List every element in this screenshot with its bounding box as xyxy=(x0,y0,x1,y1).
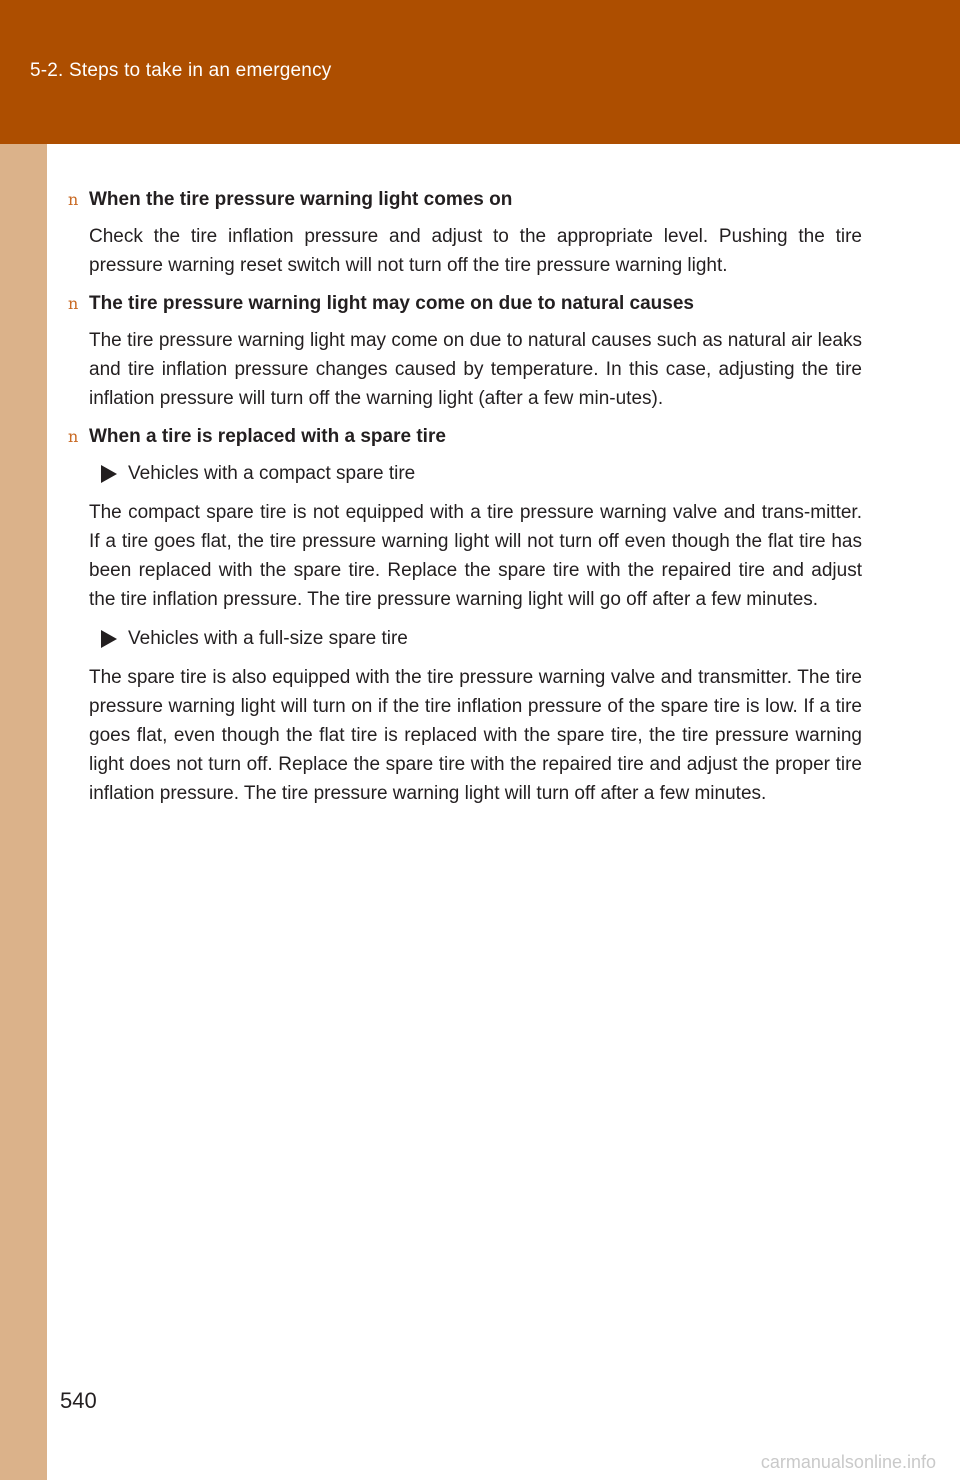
variant-label: Vehicles with a compact spare tire xyxy=(128,463,416,484)
bullet-icon: n xyxy=(68,294,79,313)
item-heading xyxy=(68,186,862,214)
paragraph: The spare tire is also equipped with the tire pressure warning valve and transmitter. The tire pressure warning light will turn on if the tire inflation pressure of the spare tire is low. If a tire goes flat, even though the flat tire is replaced with the spare tire, the tire pressure warning light does not turn off. Replace the spare tire with the repaired tire and adjust the proper tire inflation pressure. The tire pressure warning light will turn off after a few minutes. xyxy=(89,667,862,804)
bullet-icon: n xyxy=(68,190,79,209)
item-heading-text: When the tire pressure warning light comes on xyxy=(89,189,513,210)
bottom-edge xyxy=(0,1480,960,1484)
item-spare-tire-replacement xyxy=(68,423,862,808)
variant-compact-spare xyxy=(89,459,862,488)
item-heading xyxy=(68,423,862,451)
paragraph: Check the tire inflation pressure and adjust to the appropriate level. Pushing the tire pressure warning reset switch will not turn off the tire pressure warning light. xyxy=(89,226,862,276)
watermark: carmanualsonline.info xyxy=(760,1452,936,1472)
arrow-right-icon xyxy=(101,465,117,483)
variant-label: Vehicles with a full-size spare tire xyxy=(128,628,408,649)
paragraph: The tire pressure warning light may come on due to natural causes such as natural air leaks and tire inflation pressure changes caused by temperature. In this case, adjusting the tire inflation pressure will turn off the warning light (after a few min-utes). xyxy=(89,330,862,409)
item-natural-causes xyxy=(68,290,862,413)
content-area xyxy=(68,186,862,818)
item-heading-text: The tire pressure warning light may come on due to natural causes xyxy=(89,293,694,314)
paragraph: The compact spare tire is not equipped with a tire pressure warning valve and trans-mitter. If a tire goes flat, the tire pressure warning light will not turn off even though the flat tire has been replaced with the spare tire. Replace the spare tire with the repaired tire and adjust the tire inflation pressure. The tire pressure warning light will go off after a few minutes. xyxy=(89,502,862,610)
item-heading xyxy=(68,290,862,318)
variant-full-size-spare xyxy=(89,624,862,653)
section-title: 5-2. Steps to take in an emergency xyxy=(30,60,332,81)
side-margin-band xyxy=(0,144,47,1480)
item-tire-warning-light-on xyxy=(68,186,862,280)
page-number: 540 xyxy=(60,1388,97,1413)
arrow-right-icon xyxy=(101,630,117,648)
bullet-icon: n xyxy=(68,427,79,446)
item-heading-text: When a tire is replaced with a spare tire xyxy=(89,426,446,447)
